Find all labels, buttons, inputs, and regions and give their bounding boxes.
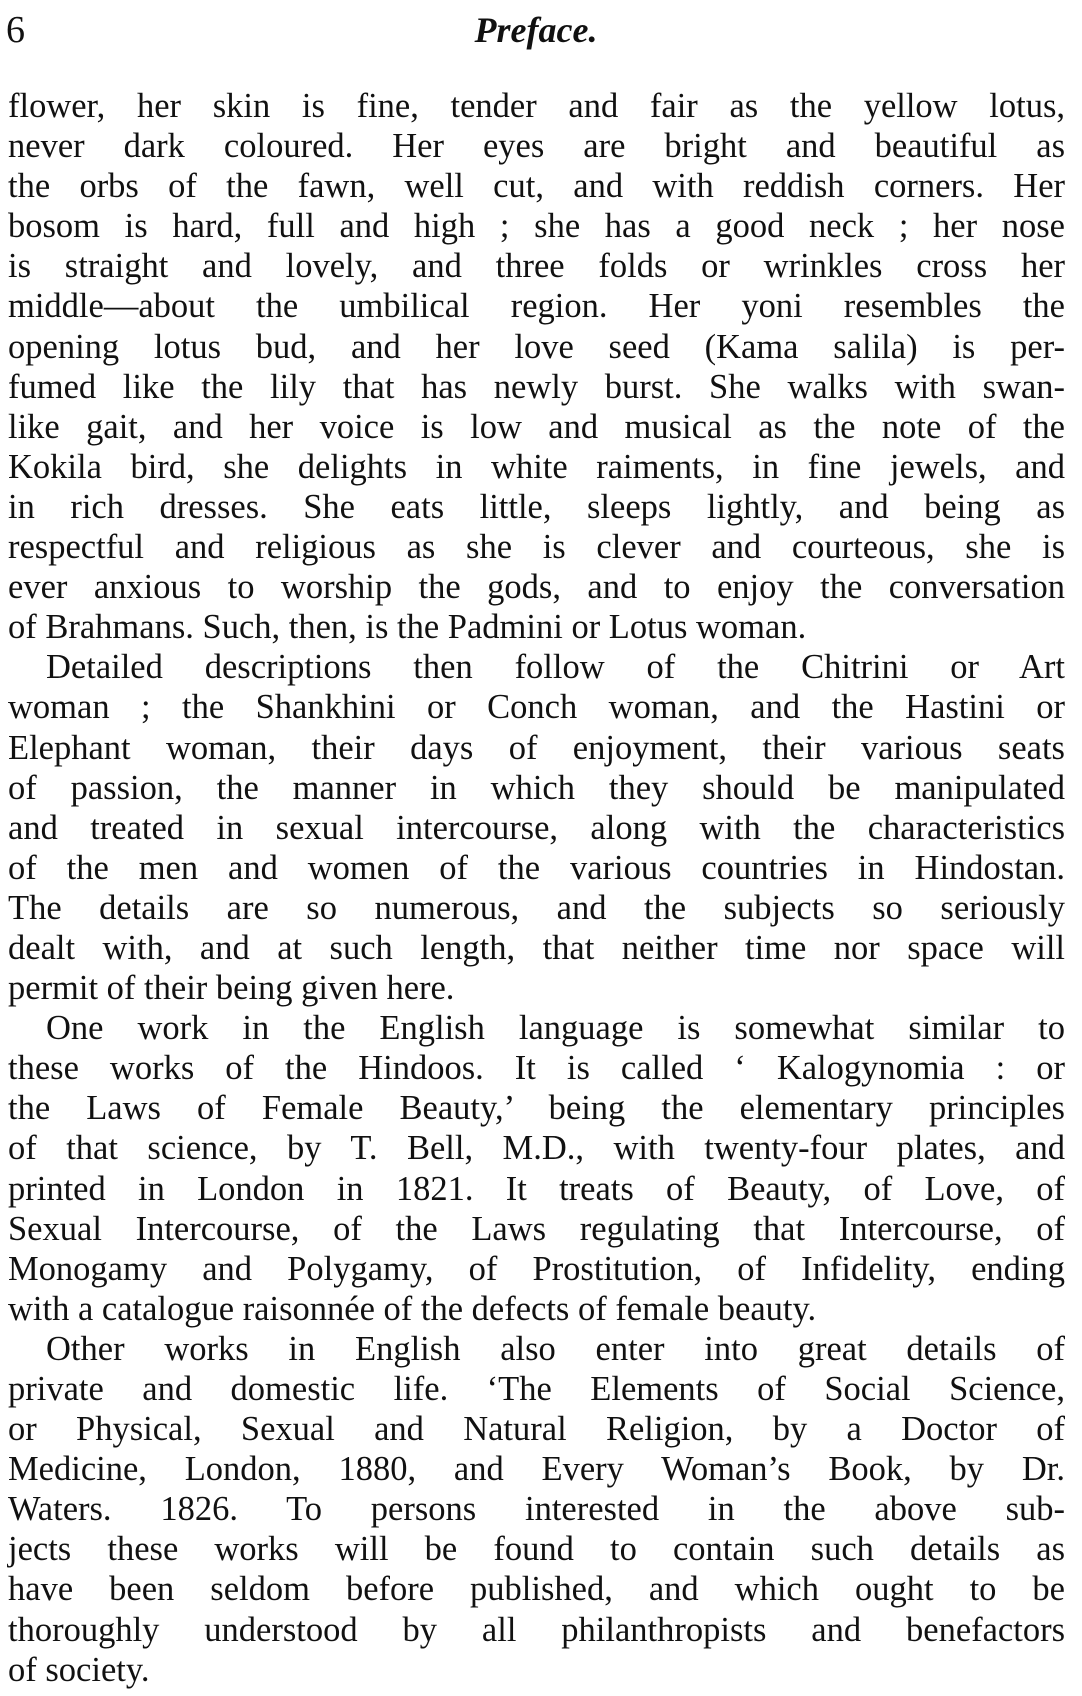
text-line: of Brahmans. Such, then, is the Padmini or Lotus woman.	[8, 608, 807, 647]
text-line: ever anxious to worship the gods, and to enjoy the conversation	[8, 568, 1065, 607]
text-line: of society.	[8, 1650, 150, 1689]
text-line: and treated in sexual intercourse, along with the characteristics	[8, 808, 1065, 847]
text-line: Monogamy and Polygamy, of Prostitution, of Infidelity, ending	[8, 1249, 1065, 1288]
text-line: of the men and women of the various countries in Hindostan.	[8, 848, 1065, 887]
text-line: opening lotus bud, and her love seed (Kama salila) is per-	[8, 327, 1065, 366]
text-line: woman ; the Shankhini or Conch woman, and the Hastini or	[8, 688, 1065, 727]
text-line: like gait, and her voice is low and musical as the note of the	[8, 407, 1065, 446]
text-line: in rich dresses. She eats little, sleeps lightly, and being as	[8, 487, 1065, 526]
text-line: middle—about the umbilical region. Her yoni resembles the	[8, 287, 1065, 326]
text-line: private and domestic life. ‘The Elements of Social Science,	[8, 1370, 1065, 1408]
text-line: Waters. 1826. To persons interested in the above sub-	[8, 1490, 1065, 1529]
running-title: Preface.	[474, 10, 598, 50]
text-line: of that science, by T. Bell, M.D., with twenty-four plates, and	[8, 1129, 1065, 1168]
text-line: of passion, the manner in which they should be manipulated	[8, 768, 1065, 807]
text-line: the Laws of Female Beauty,’ being the elementary principles	[8, 1089, 1065, 1128]
text-line: or Physical, Sexual and Natural Religion, by a Doctor of	[8, 1410, 1065, 1449]
paragraph-padmini	[8, 86, 1065, 647]
text-line: printed in London in 1821. It treats of Beauty, of Love, of	[8, 1169, 1065, 1208]
body-text	[8, 86, 1065, 1690]
page-header	[6, 4, 1066, 56]
paragraph-other-works	[8, 1329, 1065, 1690]
text-line: fumed like the lily that has newly burst. She walks with swan-	[8, 367, 1065, 406]
text-line: Sexual Intercourse, of the Laws regulating that Intercourse, of	[8, 1209, 1065, 1248]
text-line: these works of the Hindoos. It is called ‘ Kalogynomia : or	[8, 1049, 1065, 1088]
text-line: One work in the English language is somewhat similar to	[46, 1009, 1065, 1048]
text-line: dealt with, and at such length, that neither time nor space will	[8, 928, 1065, 967]
text-line: thoroughly understood by all philanthropists and benefactors	[8, 1610, 1065, 1649]
text-line: have been seldom before published, and which ought to be	[8, 1570, 1065, 1609]
text-line: is straight and lovely, and three folds or wrinkles cross her	[8, 247, 1065, 286]
paragraph-detailed-descriptions	[8, 647, 1065, 1008]
text-line: Kokila bird, she delights in white raiments, in fine jewels, and	[8, 447, 1065, 486]
paragraph-kalogynomia	[8, 1008, 1065, 1329]
text-line: respectful and religious as she is clever and courteous, she is	[8, 528, 1065, 567]
text-line: Medicine, London, 1880, and Every Woman’s Book, by Dr.	[8, 1450, 1065, 1489]
text-line: Elephant woman, their days of enjoyment, their various seats	[8, 728, 1065, 767]
text-line: jects these works will be found to contain such details as	[8, 1530, 1065, 1569]
text-line: flower, her skin is fine, tender and fair as the yellow lotus,	[8, 87, 1065, 125]
text-line: never dark coloured. Her eyes are bright and beautiful as	[8, 127, 1065, 166]
text-line: permit of their being given here.	[8, 969, 455, 1008]
text-line: bosom is hard, full and high ; she has a good neck ; her nose	[8, 207, 1065, 246]
text-line: with a catalogue raisonnée of the defects of female beauty.	[8, 1289, 817, 1328]
page-number: 6	[6, 9, 25, 51]
text-line: the orbs of the fawn, well cut, and with reddish corners. Her	[8, 167, 1065, 206]
text-line: The details are so numerous, and the subjects so seriously	[8, 888, 1065, 927]
text-line: Detailed descriptions then follow of the Chitrini or Art	[46, 648, 1065, 687]
text-line: Other works in English also enter into great details of	[46, 1329, 1065, 1368]
